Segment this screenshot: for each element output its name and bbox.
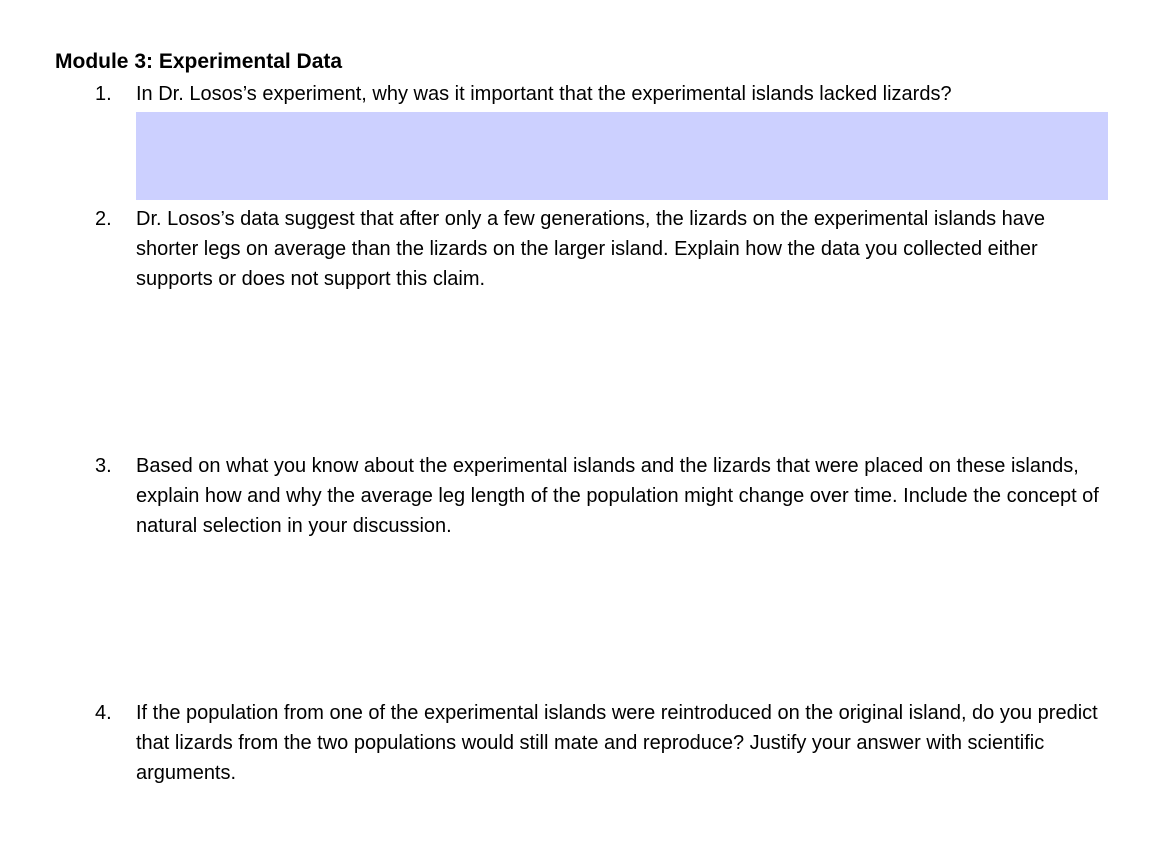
question-text: Dr. Losos’s data suggest that after only a few generations, the lizards on the experimental islands have shorter legs on average than the lizards on the larger island. Explain how the data you collected either supports or does not support this claim. — [136, 208, 1046, 290]
question-text: If the population from one of the experimental islands were reintroduced on the original island, do you predict that lizards from the two populations would still mate and reproduce? Justify your answer with scientific arguments. — [136, 702, 1098, 784]
question-number: 3. — [95, 455, 112, 477]
module-title: Module 3: Experimental Data — [55, 50, 343, 73]
question-text: Based on what you know about the experimental islands and the lizards that were placed on these islands, explain how and why the average leg length of the population might change over time. Include the concept of natural selection in your discussion. — [136, 455, 1099, 537]
question-number: 1. — [95, 83, 112, 105]
question-number: 4. — [95, 702, 112, 724]
question-number: 2. — [95, 208, 112, 230]
question-text: In Dr. Losos’s experiment, why was it important that the experimental islands lacked lizards? — [136, 83, 952, 105]
answer-field-1[interactable] — [136, 112, 1108, 200]
